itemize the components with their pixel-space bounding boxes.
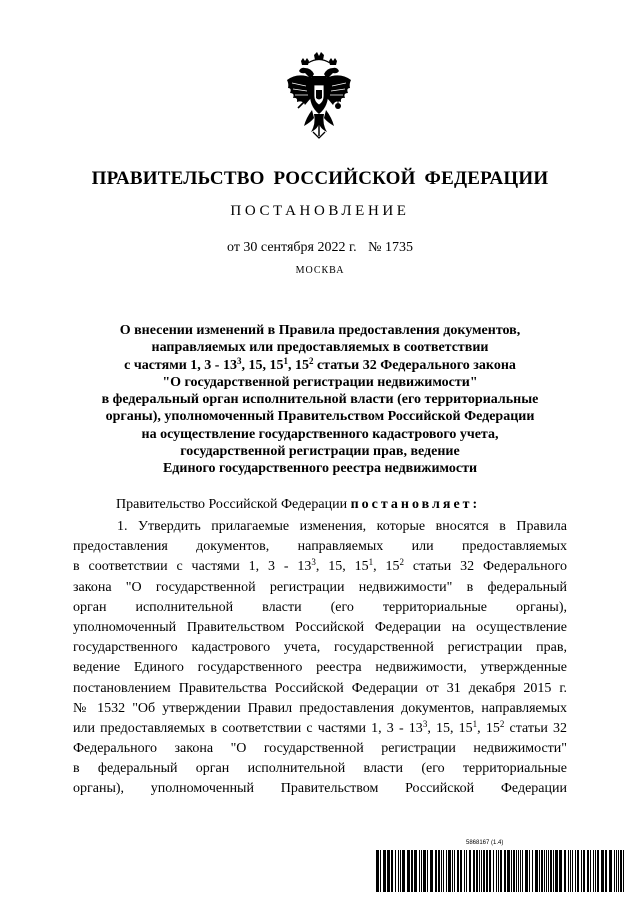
barcode-bar xyxy=(511,850,512,892)
barcode-bar xyxy=(376,850,379,892)
document-date: от 30 сентября 2022 г. xyxy=(227,240,357,255)
title-line: в федеральный орган исполнительной власти (его территориальные xyxy=(101,392,539,408)
title-line: с частями 1, $3 - 13^3$, 15, $15^1$, $15^2$ статьи 32 Федерального закона xyxy=(124,355,516,373)
barcode-icon xyxy=(376,850,626,892)
document-type: ПОСТАНОВЛЕНИЕ xyxy=(230,203,410,219)
barcode-bar xyxy=(595,850,596,892)
barcode-bar xyxy=(489,850,491,892)
barcode-bar xyxy=(486,850,488,892)
barcode-bar xyxy=(493,850,494,892)
barcode-bar xyxy=(623,850,624,892)
document-number: 1735 xyxy=(384,240,413,255)
barcode-bar xyxy=(583,850,585,892)
barcode-bar xyxy=(452,850,453,892)
barcode-bar xyxy=(525,850,528,892)
barcode-bar xyxy=(411,850,413,892)
barcode-bar xyxy=(466,850,467,892)
barcode-bar xyxy=(500,850,502,892)
barcode-bar xyxy=(460,850,462,892)
superscript: 3 xyxy=(422,718,428,729)
barcode-bar xyxy=(435,850,437,892)
barcode-bar xyxy=(570,850,571,892)
barcode-bar xyxy=(421,850,422,892)
barcode-bar xyxy=(555,850,558,892)
body-line: ведение Единого государственного реестра недвижимости, утвержденные xyxy=(73,660,567,676)
barcode-bar xyxy=(479,850,480,892)
barcode-bar xyxy=(473,850,475,892)
barcode-bar xyxy=(438,850,440,892)
superscript: 1 xyxy=(368,557,374,568)
barcode-bar xyxy=(448,850,451,892)
date-and-number xyxy=(0,240,640,256)
barcode-bar xyxy=(544,850,545,892)
barcode-bar xyxy=(407,850,410,892)
barcode-bar xyxy=(550,850,552,892)
body-line: в федеральный орган исполнительной власти (его территориальные xyxy=(73,761,567,777)
superscript: 3 xyxy=(236,355,242,366)
body-line: органы), уполномоченный Правительством Российской Федерации xyxy=(73,781,567,797)
barcode-bar xyxy=(518,850,519,892)
barcode-bar xyxy=(577,850,579,892)
barcode-bar xyxy=(380,850,381,892)
barcode-bar xyxy=(590,850,591,892)
barcode-bar xyxy=(522,850,523,892)
barcode-bar xyxy=(609,850,612,892)
barcode-bar xyxy=(383,850,386,892)
city-name: МОСКВА xyxy=(295,265,345,276)
body-text xyxy=(73,517,567,800)
superscript: 2 xyxy=(499,718,505,729)
barcode-bar xyxy=(587,850,589,892)
intro-prefix: Правительство Российской Федерации xyxy=(116,497,348,512)
barcode-bar xyxy=(423,850,426,892)
body-line: в соответствии с частями 1, $3 - 13^3$, 15, $15^1$, $15^2$ статьи 32 Федерального xyxy=(73,557,568,575)
barcode-bar xyxy=(559,850,562,892)
barcode-bar xyxy=(504,850,506,892)
government-name: ПРАВИТЕЛЬСТВО РОССИЙСКОЙ ФЕДЕРАЦИИ xyxy=(91,168,549,189)
barcode-bar xyxy=(398,850,399,892)
document-title xyxy=(60,322,580,478)
barcode-bar xyxy=(483,850,485,892)
barcode-bar xyxy=(520,850,521,892)
coat-of-arms-icon xyxy=(284,52,354,148)
body-line: постановлением Правительства Российской Федерации от 31 декабря 2015 г. xyxy=(73,680,567,696)
barcode-bar xyxy=(496,850,497,892)
body-line: государственного кадастрового учета, государственной регистрации прав, xyxy=(73,640,567,656)
barcode-bar xyxy=(539,850,540,892)
barcode-bar xyxy=(441,850,442,892)
barcode-bar xyxy=(476,850,478,892)
barcode-bar xyxy=(507,850,510,892)
body-line: закона "О государственной регистрации недвижимости" в федеральный xyxy=(73,579,567,595)
title-line: "О государственной регистрации недвижимости" xyxy=(162,374,478,390)
superscript: 2 xyxy=(308,355,314,366)
barcode-bar xyxy=(575,850,576,892)
title-line: органы), уполномоченный Правительством Российской Федерации xyxy=(105,409,535,425)
barcode-bar xyxy=(402,850,405,892)
resolution-intro xyxy=(116,497,480,513)
barcode-bar xyxy=(532,850,533,892)
barcode-bar xyxy=(593,850,594,892)
barcode-bar xyxy=(564,850,566,892)
barcode-bar xyxy=(469,850,471,892)
barcode-bar xyxy=(529,850,530,892)
superscript: 1 xyxy=(283,355,288,366)
barcode-bar xyxy=(568,850,569,892)
barcode-bar xyxy=(457,850,459,892)
body-line: 1. Утвердить прилагаемые изменения, которые вносятся в Правила xyxy=(117,519,567,534)
barcode-bar xyxy=(391,850,393,892)
barcode-bar xyxy=(430,850,433,892)
body-line: предоставления документов, направляемых или предоставляемых xyxy=(73,539,567,555)
barcode-bar xyxy=(464,850,465,892)
barcode-bar xyxy=(553,850,554,892)
number-sign: № xyxy=(368,240,382,255)
superscript: 2 xyxy=(399,557,405,568)
barcode-bar xyxy=(597,850,599,892)
barcode-bar xyxy=(572,850,573,892)
barcode-bar xyxy=(548,850,549,892)
barcode-bar xyxy=(513,850,515,892)
body-line: орган исполнительной власти (его территориальные органы), xyxy=(73,599,567,615)
barcode-bar xyxy=(516,850,517,892)
barcode-bar xyxy=(581,850,582,892)
barcode-bar xyxy=(620,850,622,892)
title-line: государственной регистрации прав, ведение xyxy=(180,444,460,460)
body-line: или предоставляемых в соответствии с частями 1, $3 - 13^3$, 15, $15^1$, $15^2$ статьи 32 xyxy=(73,718,568,736)
superscript: 1 xyxy=(472,718,478,729)
barcode-bar xyxy=(395,850,396,892)
barcode-bar xyxy=(454,850,455,892)
intro-decree-word: постановляет: xyxy=(350,497,481,512)
barcode-bar xyxy=(481,850,482,892)
barcode-bar xyxy=(546,850,547,892)
barcode-bar xyxy=(387,850,390,892)
superscript: 3 xyxy=(311,557,316,568)
barcode-bar xyxy=(446,850,447,892)
barcode-bar xyxy=(400,850,401,892)
title-line: Единого государственного реестра недвижимости xyxy=(162,461,478,477)
barcode-bar xyxy=(427,850,428,892)
title-line: О внесении изменений в Правила предоставления документов, xyxy=(119,323,521,338)
title-line: направляемых или предоставляемых в соответствии xyxy=(151,340,489,356)
body-line: уполномоченный Правительством Российской Федерации на осуществление xyxy=(73,619,567,635)
barcode-bar xyxy=(601,850,604,892)
title-line: на осуществление государственного кадастрового учета, xyxy=(141,426,499,442)
barcode-bar xyxy=(535,850,538,892)
barcode-bar xyxy=(414,850,417,892)
barcode-bar xyxy=(605,850,607,892)
barcode-bar xyxy=(498,850,499,892)
barcode-label: 5868167 (1.4) xyxy=(466,840,504,846)
barcode-bar xyxy=(616,850,617,892)
barcode-bar xyxy=(419,850,420,892)
barcode-bar xyxy=(443,850,444,892)
barcode-bar xyxy=(618,850,619,892)
body-line: Федерального закона "О государственной регистрации недвижимости" xyxy=(73,741,567,757)
barcode-bar xyxy=(614,850,615,892)
barcode-bar xyxy=(541,850,543,892)
body-line: № 1532 "Об утверждении Правил предоставления документов, направляемых xyxy=(73,700,567,716)
